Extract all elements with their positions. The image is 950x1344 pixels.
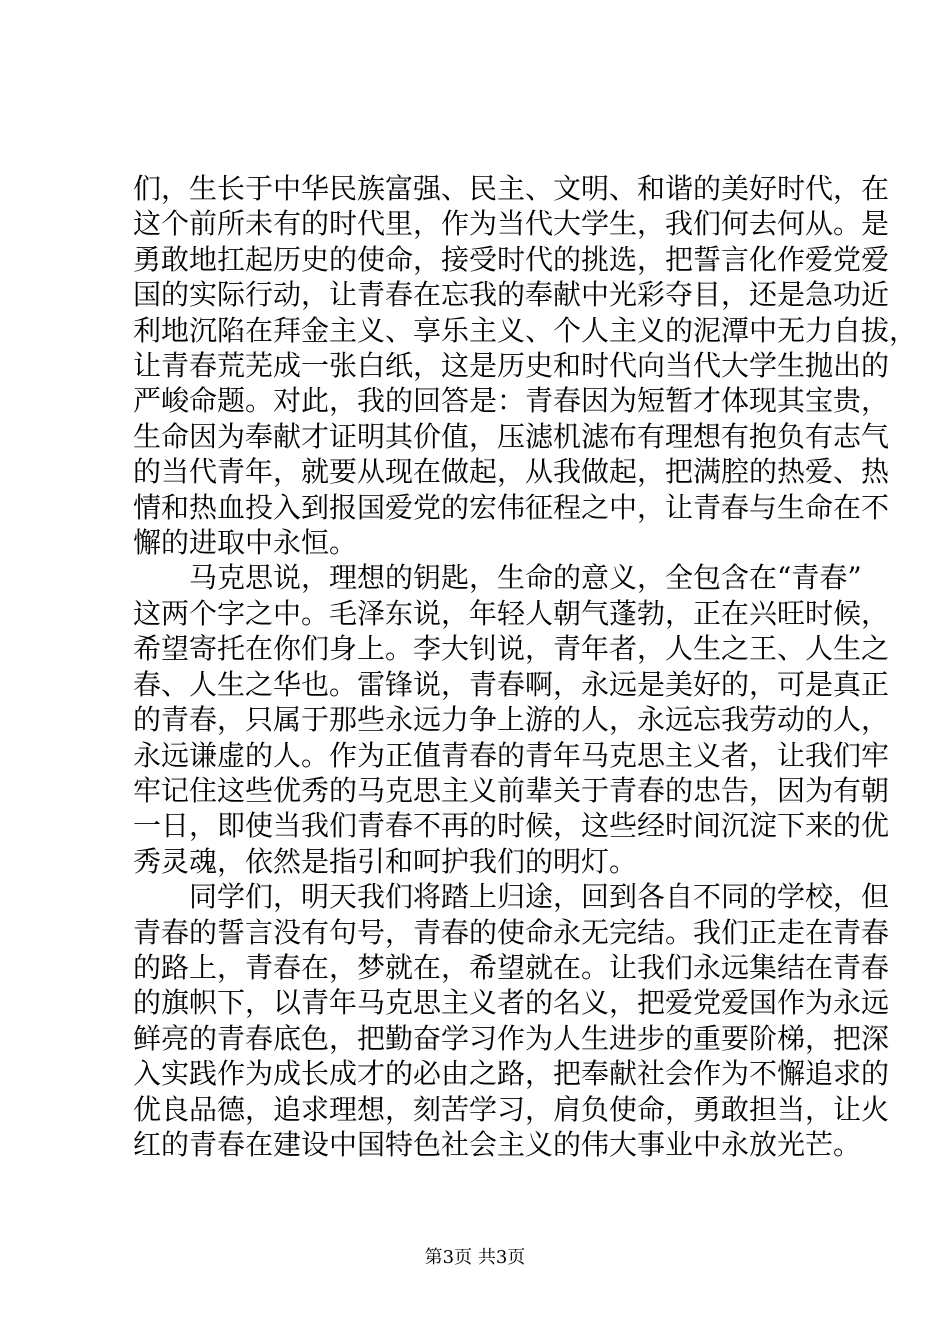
text-line: 牢记住这些优秀的马克思主义前辈关于青春的忠告，因为有朝 — [133, 773, 890, 807]
text-line: 们，生长于中华民族富强、民主、文明、和谐的美好时代，在 — [133, 172, 890, 205]
text-line: 勇敢地扛起历史的使命，接受时代的挑选，把誓言化作爱党爱 — [133, 242, 890, 276]
text-line: 青春的誓言没有句号，青春的使命永无完结。我们正走在青春 — [133, 915, 890, 949]
text-line: 红的青春在建设中国特色社会主义的伟大事业中永放光芒。 — [133, 1127, 862, 1161]
paragraph — [133, 879, 890, 1162]
text-line: 严峻命题。对此，我的回答是：青春因为短暂才体现其宝贵， — [133, 384, 890, 418]
text-line: 利地沉陷在拜金主义、享乐主义、个人主义的泥潭中无力自拔， — [133, 313, 918, 347]
text-line: 的当代青年，就要从现在做起，从我做起，把满腔的热爱、热 — [133, 455, 890, 489]
text-line: 永远谦虚的人。作为正值青春的青年马克思主义者，让我们牢 — [133, 738, 890, 772]
text-line: 懈的进取中永恒。 — [133, 526, 358, 560]
text-line: 这个前所未有的时代里，作为当代大学生，我们何去何从。是 — [133, 207, 890, 241]
text-line: 马克思说，理想的钥匙，生命的意义，全包含在“青春” — [189, 561, 862, 595]
text-line: 生命因为奉献才证明其价值，压滤机滤布有理想有抱负有志气 — [133, 419, 890, 453]
text-line: 优良品德，追求理想，刻苦学习，肩负使命，勇敢担当，让火 — [133, 1092, 890, 1126]
paragraph — [133, 171, 918, 560]
text-line: 的旗帜下，以青年马克思主义者的名义，把爱党爱国作为永远 — [133, 986, 890, 1020]
page-footer: 第3页 共3页 — [424, 1247, 526, 1268]
text-line: 国的实际行动，让青春在忘我的奉献中光彩夺目，还是急功近 — [133, 278, 890, 312]
text-line: 鲜亮的青春底色，把勤奋学习作为人生进步的重要阶梯，把深 — [133, 1021, 890, 1055]
text-line: 情和热血投入到报国爱党的宏伟征程之中，让青春与生命在不 — [133, 490, 890, 524]
text-line: 这两个字之中。毛泽东说，年轻人朝气蓬勃，正在兴旺时候， — [133, 596, 890, 630]
text-line: 的路上，青春在，梦就在，希望就在。让我们永远集结在青春 — [133, 950, 890, 984]
text-line: 入实践作为成长成才的必由之路，把奉献社会作为不懈追求的 — [133, 1057, 890, 1091]
text-line: 一日，即使当我们青春不再的时候，这些经时间沉淀下来的优 — [133, 809, 890, 843]
text-line: 春、人生之华也。雷锋说，青春啊，永远是美好的，可是真正 — [133, 667, 890, 701]
paragraph — [133, 560, 890, 879]
text-line: 秀灵魂，依然是指引和呵护我们的明灯。 — [133, 844, 638, 878]
text-line: 希望寄托在你们身上。李大钊说，青年者，人生之王、人生之 — [133, 632, 890, 666]
text-line: 同学们，明天我们将踏上归途，回到各自不同的学校，但 — [189, 880, 890, 914]
text-line: 让青春荒芜成一张白纸，这是历史和时代向当代大学生抛出的 — [133, 349, 890, 383]
text-line: 的青春，只属于那些永远力争上游的人，永远忘我劳动的人， — [133, 703, 890, 737]
body-text — [133, 171, 918, 1162]
